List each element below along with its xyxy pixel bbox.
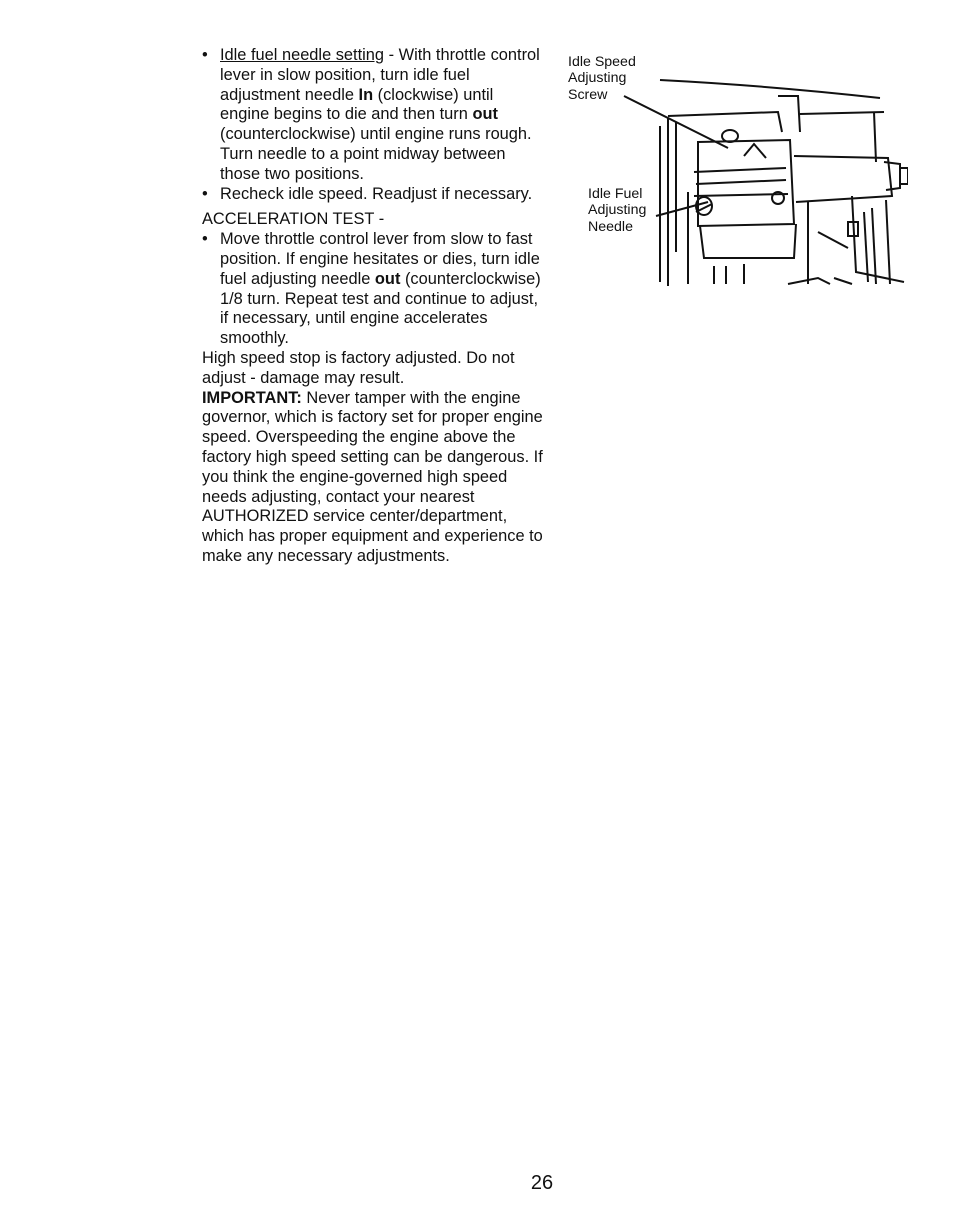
label-idle-speed-adjusting-screw: Idle Speed Adjusting Screw: [568, 54, 636, 103]
bullet-acceleration: [202, 230, 547, 349]
bold-out: out: [374, 269, 401, 288]
carburetor-figure: [568, 52, 908, 292]
high-speed-note: High speed stop is factory adjusted. Do not adjust - damage may result.: [202, 348, 515, 387]
bullet-text: (counterclockwise) until engine runs rough. Turn needle to a point midway between those two positions.: [220, 125, 532, 183]
important-label: IMPORTANT:: [202, 388, 302, 407]
screw-leader-line: [660, 80, 880, 98]
bullet-text: (clockwise) until engine begins to die and then turn: [220, 85, 494, 124]
bullet-text: (counterclockwise) 1/8 turn. Repeat test and continue to adjust, if necessary, until engine accelerates smoothly.: [220, 269, 541, 348]
instructions-column: [202, 46, 547, 567]
bold-out: out: [472, 105, 498, 124]
bold-in: In: [358, 85, 374, 104]
acceleration-test-heading: ACCELERATION TEST -: [202, 210, 385, 229]
bullet-idle-fuel-needle: [202, 46, 547, 185]
bullet-text: - With throttle control lever in slow position, turn idle fuel adjustment needle: [220, 46, 540, 104]
bullet-text: Recheck idle speed. Readjust if necessary.: [220, 184, 533, 203]
important-note: [202, 389, 547, 567]
idle-fuel-needle-setting-heading: Idle fuel needle setting: [220, 46, 385, 64]
page-number: 26: [530, 1172, 554, 1194]
bullet-text: Move throttle control lever from slow to fast position. If engine hesitates or dies, turn idle fuel adjusting needle: [220, 230, 540, 288]
bullet-recheck: [202, 185, 547, 205]
label-idle-fuel-adjusting-needle: Idle Fuel Adjusting Needle: [588, 186, 647, 235]
important-text: Never tamper with the engine governor, which is factory set for proper engine speed. Overspeeding the engine above the factory high speed setting can be dangerous. If you think the engine-governed high speed needs adjusting, contact your nearest AUTHORIZED service center/department, which has proper equipment and experience to make any necessary adjustments.: [202, 388, 543, 565]
